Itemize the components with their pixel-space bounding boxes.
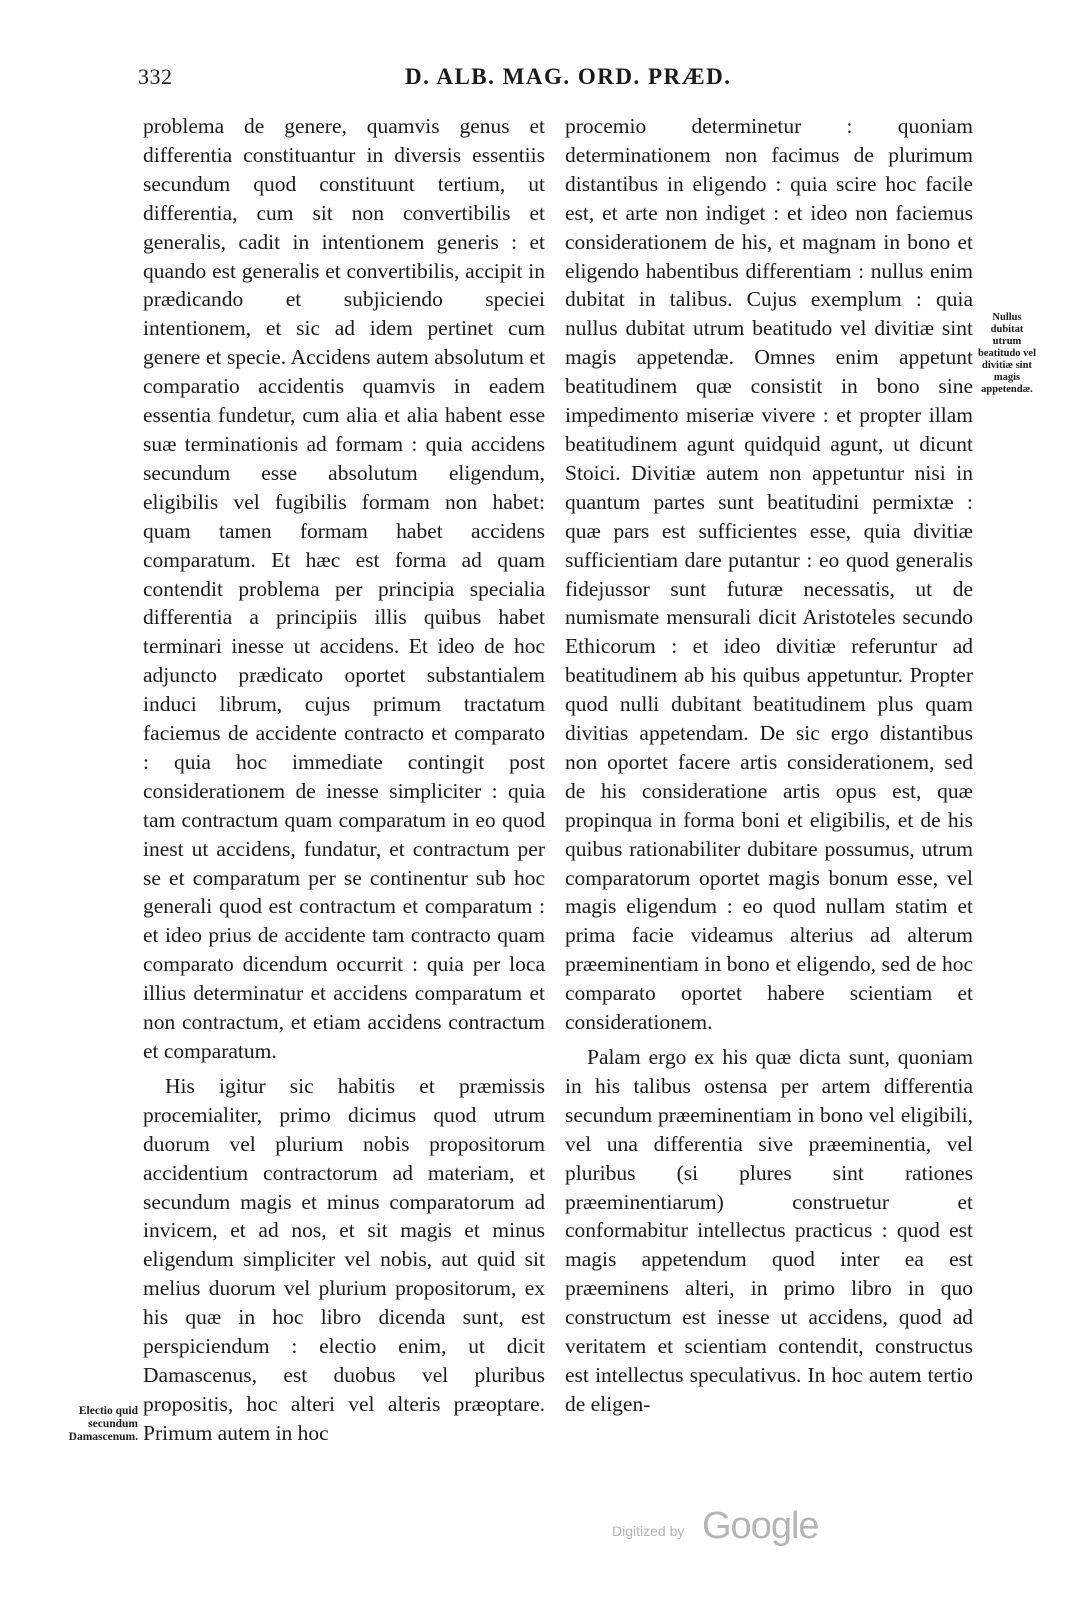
left-paragraph-1: problema de genere, quamvis genus et differentia constituantur in diversis essentiis secundum quod constituunt tertium, ut differentia, cum sit non convertibilis et generalis, cadit in intentionem generis : et quando est generalis et convertibilis, accipit in prædicando et subjiciendo speciei intentionem, et sic ad idem pertinet cum genere et specie. Accidens autem absolutum et comparatio accidentis quamvis in eadem essentia fundetur, cum alia et alia habent esse suæ terminationis ad formam : quia accidens secundum esse absolutum eligendum, eligibilis vel fugibilis formam non habet: quam tamen formam habet accidens comparatum. Et hæc est forma ad quam contendit problema per principia specialia differentia a principiis illis quibus habet terminari inesse ut accidens. Et ideo de hoc adjuncto prædicato oportet substantialem induci librum, cujus primum tractatum faciemus de accidente contracto et comparato : quia hoc immediate contingit post considerationem de inesse simpliciter : quia tam contractum quam comparatum in eo quod inest ut accidens, fundatur, et contractum per se et comparatum per se continentur sub hoc generali quod est contractum et comparatum : et ideo prius de accidente tam contracto quam comparato dicendum occurrit : quia per loca illius determinatur et accidens comparatum et non contractum, et etiam accidens contractum et comparatum.: [143, 114, 545, 1063]
google-logo: Google: [702, 1505, 819, 1547]
left-column: [143, 112, 545, 1448]
right-margin-note: Nullus dubitat utrum beatitudo vel divitiæ sint magis appetendæ.: [977, 312, 1037, 395]
digitization-watermark: [610, 1505, 870, 1555]
left-paragraph-2: His igitur sic habitis et præmissis procemialiter, primo dicimus quod utrum duorum vel plurium nobis propositorum accidentium contractorum ad materiam, et secundum magis et minus comparatorum ad invicem, et ad nos, et sit magis et minus eligendum simpliciter vel nobis, aut quid sit melius duorum vel plurium propositorum, ex his quæ in hoc libro dicenda sunt, est perspiciendum : electio enim, ut dicit Damascenus, est duobus vel pluribus propositis, hoc alteri vel alteris præoptare. Primum autem in hoc: [143, 1073, 545, 1445]
digitized-by-label: Digitized by: [612, 1523, 685, 1539]
right-paragraph-1: procemio determinetur : quoniam determinationem non facimus de plurimum distantibus in eligendo : quia scire hoc facile est, et arte non indiget : et ideo non faciemus considerationem de his, et magnam in bono et eligendo habentibus differentiam : nullus enim dubitat in talibus. Cujus exemplum : quia nullus dubitat utrum beatitudo vel divitiæ sint magis appetendæ. Omnes enim appetunt beatitudinem quæ consistit in bono sine impedimento miseriæ vivere : et propter illam beatitudinem agunt quidquid agunt, ut dicunt Stoici. Divitiæ autem non appetuntur nisi in quantum partes sunt beatitudini permixtæ : quæ pars est sufficientes esse, quia divitiæ sufficientiam dare putantur : eo quod generalis fidejussor sunt futuræ necessatis, ut de numismate mensurali dicit Aristoteles secundo Ethicorum : et ideo divitiæ referuntur ad beatitudinem ab his quibus appetuntur. Propter quod nulli dubitant beatitudinem plus quam divitias appetendam. De sic ergo distantibus non oportet facere artis considerationem, sed de his consideratione artis opus est, quæ propinqua in forma boni et eligibilis, et de his quibus rationabiliter dubitare possumus, utrum comparatorum oportet magis bonum esse, vel magis eligendum : eo quod nullam statim et prima facie videamus alterius ad alterum præeminentiam in bono et eligendo, sed de hoc comparato oportet habere scientiam et considerationem.: [565, 114, 973, 1035]
running-title: D. ALB. MAG. ORD. PRÆD.: [405, 64, 732, 89]
page-number: 332: [138, 64, 173, 89]
left-margin-note: Electio quid secundum Damascenum.: [68, 1405, 138, 1443]
right-column: [565, 112, 973, 1419]
page-header: [0, 62, 1068, 102]
right-paragraph-2: Palam ergo ex his quæ dicta sunt, quoniam in his talibus ostensa per artem differentia secundum præeminentiam in bono vel eligibili, vel una differentia sive præeminentia, vel pluribus (si plures sint rationes præeminentiarum) construetur et conformabitur intellectus practicus : quod est magis appetendum quod inter ea est præeminens alteri, in primo libro in quo constructum est inesse ut accidens, quod ad veritatem et scientiam contendit, constructus est intellectus speculativus. In hoc autem tertio de eligen-: [565, 1045, 973, 1416]
